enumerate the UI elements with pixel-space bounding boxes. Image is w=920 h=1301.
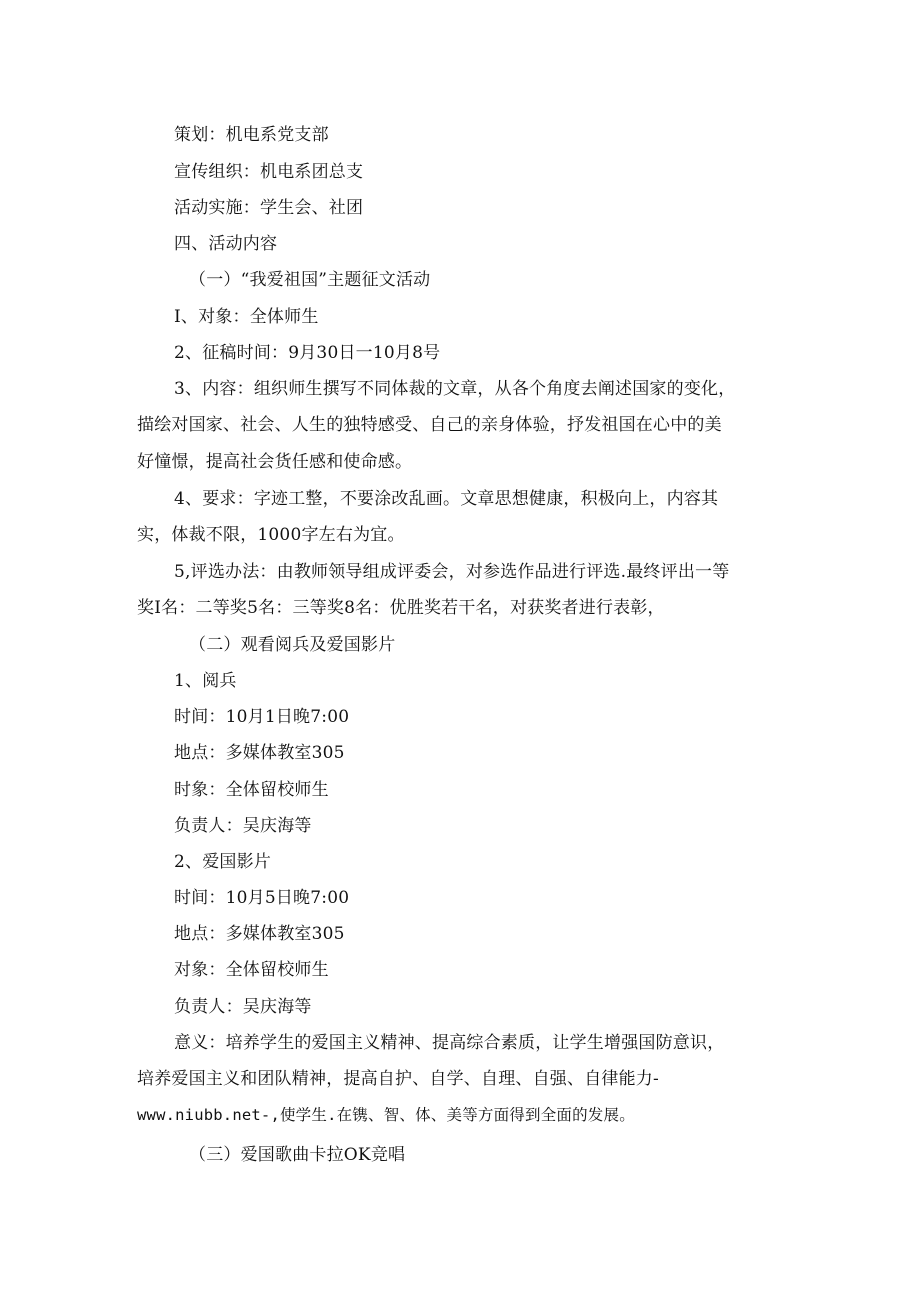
- essay-content-line-3: 好憧憬，提高社会货任感和使命感。: [137, 452, 413, 472]
- subsection-heading-essay-contest: （一）“我爱祖国”主题征文活动: [189, 270, 431, 290]
- significance-line-3: www.niubb.net-,使学生.在镌、智、体、美等方面得到全面的发展。: [137, 1106, 635, 1124]
- essay-content-line-2: 描绘对国家、社会、人生的独特感受、自己的亲身体验，抒发祖国在心中的美: [137, 415, 722, 435]
- film-heading: 2、爱国影片: [174, 852, 272, 872]
- parade-responsible-line: 负责人：吴庆海等: [174, 816, 312, 836]
- film-audience-line: 对象：全体留校师生: [174, 960, 329, 980]
- planner-line: 策划：机电系党支部: [174, 125, 329, 145]
- publicity-line: 宣传组织：机电系团总支: [174, 162, 364, 182]
- parade-time-line: 时间：10月1日晚7:00: [174, 707, 350, 727]
- parade-location-line: 地点：多媒体教室305: [174, 743, 345, 763]
- significance-line-2: 培养爱国主义和团队精神，提高自护、自学、自理、自强、自律能力-: [137, 1069, 659, 1089]
- film-location-line: 地点：多媒体教室305: [174, 924, 345, 944]
- parade-heading: 1、阅兵: [174, 671, 237, 691]
- essay-requirements-line-2: 实，体裁不限，1000字左右为宜。: [137, 525, 405, 545]
- evaluation-method-line-2: 奖I名：二等奖5名：三等奖8名：优胜奖若干名，对获奖者进行表彰，: [137, 598, 665, 618]
- essay-requirements-line-1: 4、要求：字迹工整，不要涂改乱画。文章思想健康，积极向上，内容其: [174, 489, 719, 509]
- essay-target-line: I、对象：全体师生: [174, 307, 319, 327]
- film-responsible-line: 负责人：吴庆海等: [174, 997, 312, 1017]
- parade-audience-line: 时象：全体留校师生: [174, 780, 329, 800]
- implementation-line: 活动实施：学生会、社团: [174, 198, 364, 218]
- film-time-line: 时间：10月5日晚7:00: [174, 888, 350, 908]
- subsection-heading-parade-film: （二）观看阅兵及爱国影片: [189, 635, 396, 655]
- essay-deadline-line: 2、征稿时间：9月30日一10月8号: [174, 343, 441, 363]
- essay-content-line-1: 3、内容：组织师生撰写不同体裁的文章，从各个角度去阐述国家的变化，: [174, 379, 736, 399]
- significance-line-1: 意义：培养学生的爱国主义精神、提高综合素质，让学生增强国防意识，: [174, 1033, 725, 1053]
- subsection-heading-karaoke: （三）爱国歌曲卡拉OK竞唱: [189, 1145, 406, 1165]
- evaluation-method-line-1: 5,评选办法：由教师领导组成评委会，对参选作品进行评选.最终评出一等: [174, 562, 730, 582]
- section-heading-activity-content: 四、活动内容: [174, 234, 278, 254]
